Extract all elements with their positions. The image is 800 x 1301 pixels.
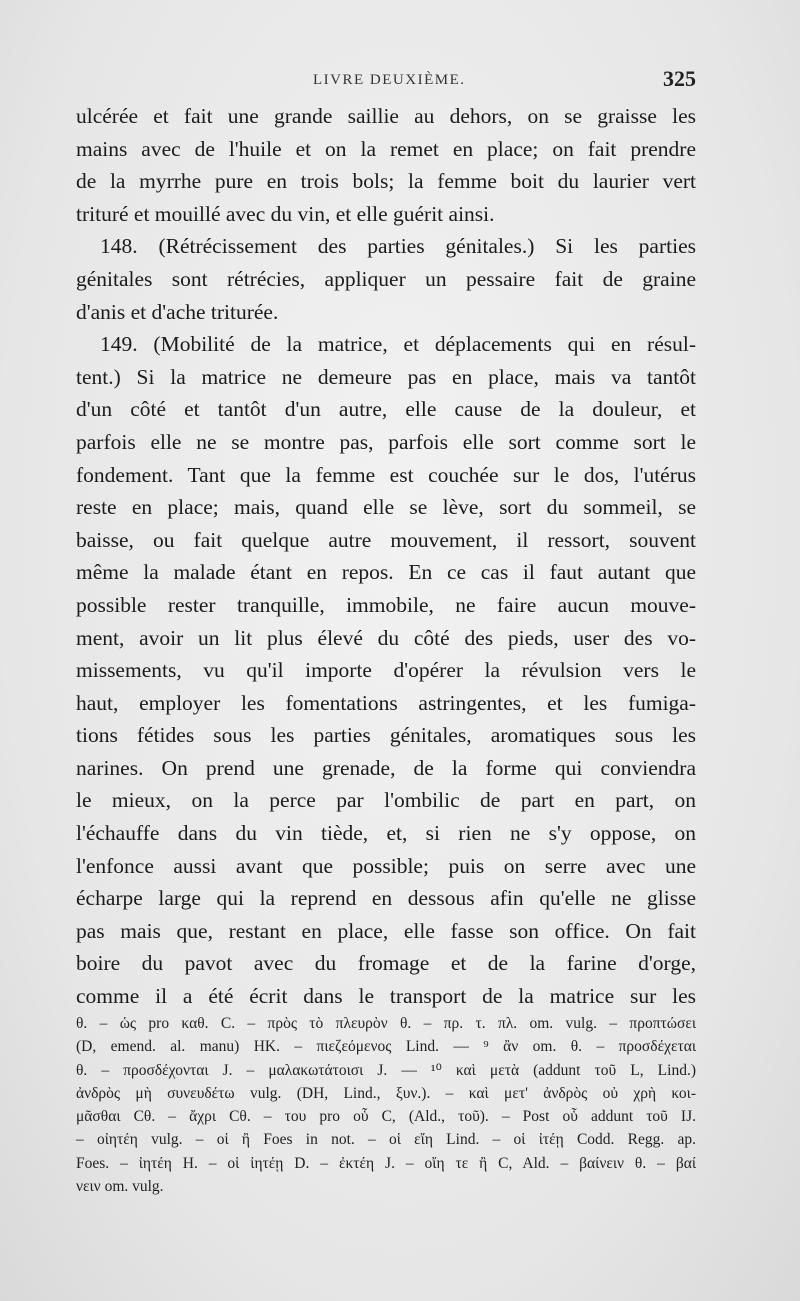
text-line: trituré et mouillé avec du vin, et elle guérit ainsi. — [76, 201, 495, 226]
text-line: même la malade étant en repos. En ce cas il faut autant que — [76, 560, 696, 585]
page-number: 325 — [663, 66, 696, 91]
running-head: LIVRE DEUXIÈME. — [313, 72, 466, 88]
text-line: pas mais que, restant en place, elle fasse son office. On fait — [76, 918, 696, 943]
footnotes — [76, 1012, 696, 1198]
text-line: missements, vu qu'il importe d'opérer la révulsion vers le — [76, 658, 696, 683]
text-line: génitales sont rétrécies, appliquer un pessaire fait de graine — [76, 266, 696, 291]
text-line: tent.) Si la matrice ne demeure pas en place, mais va tantôt — [76, 364, 696, 389]
text-line: d'un côté et tantôt d'un autre, elle cause de la douleur, et — [76, 397, 696, 422]
text-line: tions fétides sous les parties génitales, aromatiques sous les — [76, 723, 696, 748]
text-line: possible rester tranquille, immobile, ne faire aucun mouve- — [76, 592, 696, 617]
text-line: baisse, ou fait quelque autre mouvement, il ressort, souvent — [76, 527, 696, 552]
footnote-line: – οἰητέη vulg. – οἱ ἢ Foes in not. – οἱ εἴη Lind. – οἱ ἰτέῃ Codd. Regg. ap. — [76, 1131, 696, 1149]
text-line: l'échauffe dans du vin tiède, et, si rien ne s'y oppose, on — [76, 821, 696, 846]
footnote-line: νειν om. vulg. — [76, 1178, 164, 1196]
text-line: parfois elle ne se montre pas, parfois elle sort comme sort le — [76, 429, 696, 454]
text-line: écharpe large qui la reprend en dessous afin qu'elle ne glisse — [76, 886, 696, 911]
text-line: d'anis et d'ache triturée. — [76, 299, 279, 324]
text-line: fondement. Tant que la femme est couchée sur le dos, l'utérus — [76, 462, 696, 487]
text-line: reste en place; mais, quand elle se lève, sort du sommeil, se — [76, 495, 696, 520]
text-line: mains avec de l'huile et on la remet en place; on fait prendre — [76, 136, 696, 161]
text-line: narines. On prend une grenade, de la forme qui conviendra — [76, 755, 696, 780]
footnote-line: μᾶσθαι Cθ. – ἄχρι Cθ. – του pro οὗ C, (Ald., τοῦ). – Post οὗ addunt τοῦ IJ. — [76, 1108, 696, 1126]
text-line: ment, avoir un lit plus élevé du côté des pieds, user des vo- — [76, 625, 696, 650]
footnote-line: (D, emend. al. manu) HK. – πιεζεόμενος Lind. — ⁹ ἂν om. θ. – προσδέχεται — [76, 1038, 696, 1056]
text-line: comme il a été écrit dans le transport de la matrice sur les — [76, 984, 696, 1009]
footnote-line: Foes. – ἰητέη H. – οἱ ἰητέῃ D. – ἐκτέη J. – οἴη τε ἢ C, Ald. – βαίνειν θ. – βαί — [76, 1154, 696, 1172]
text-line: le mieux, on la perce par l'ombilic de part en part, on — [76, 788, 696, 813]
footnote-line: ἀνδρὸς μὴ συνευδέτω vulg. (DH, Lind., ξυν.). – καὶ μετ' ἀνδρὸς οὐ χρὴ κοι- — [76, 1084, 696, 1102]
main-text — [76, 100, 696, 1013]
text-line: haut, employer les fomentations astringentes, et les fumiga- — [76, 690, 696, 715]
text-line: ulcérée et fait une grande saillie au dehors, on se graisse les — [76, 104, 696, 128]
paragraph-149-heading-line: 149. (Mobilité de la matrice, et déplacements qui en résul- — [100, 332, 696, 357]
footnote-line: θ. – προσδέχονται J. – μαλακωτάτοισι J. — ¹⁰ καὶ μετὰ (addunt τοῦ L, Lind.) — [76, 1061, 696, 1079]
text-line: l'enfonce aussi avant que possible; puis on serre avec une — [76, 853, 696, 878]
page-header — [76, 66, 696, 96]
footnote-line: θ. – ὡς pro καθ. C. – πρὸς τὸ πλευρὸν θ. – πρ. τ. πλ. om. vulg. – προπτώσει — [76, 1015, 696, 1032]
paragraph-148-heading-line: 148. (Rétrécissement des parties génitales.) Si les parties — [100, 234, 696, 259]
text-line: de la myrrhe pure en trois bols; la femme boit du laurier vert — [76, 169, 696, 194]
text-line: boire du pavot avec du fromage et de la farine d'orge, — [76, 951, 696, 976]
